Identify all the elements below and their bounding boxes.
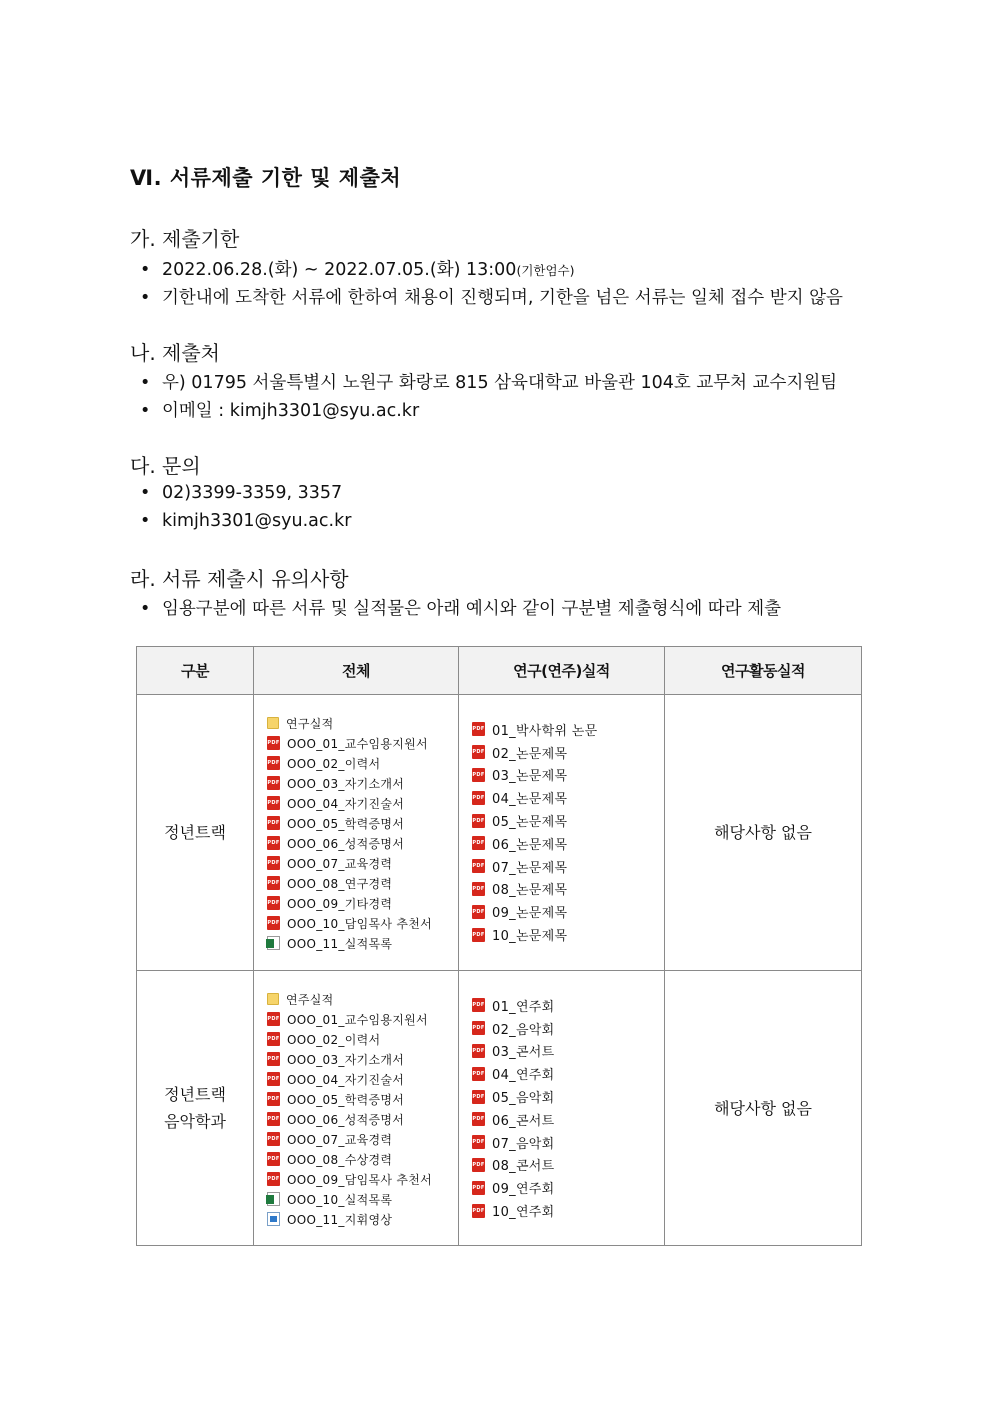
file-name: OOO_03_자기소개서 [287,1052,405,1067]
bullet-item [140,284,843,309]
notes-text: 임용구분에 따른 서류 및 실적물은 아래 예시와 같이 구분별 제출형식에 따라 제출 [162,599,782,619]
list-item [267,1069,458,1089]
pdf-icon [267,816,280,830]
file-name: 02_논문제목 [492,746,568,762]
deadline-policy: 기한내에 도착한 서류에 한하여 채용이 진행되며, 기한을 넘은 서류는 일체 접수 받지 않음 [162,288,843,308]
list-item [267,793,458,813]
list-item [267,1169,458,1189]
pdf-icon [472,814,485,828]
pdf-icon [472,1112,485,1126]
list-item [472,786,664,809]
file-name: OOO_05_학력증명서 [287,816,405,831]
file-name: 04_논문제목 [492,792,568,808]
table-row [137,971,862,1246]
row-label [137,695,254,971]
list-item [472,855,664,878]
list-item [267,813,458,833]
bullet-dot: • [140,373,151,393]
bullet-item [140,256,575,281]
list-item [472,1108,664,1131]
list-item [267,1049,458,1069]
pdf-icon [472,998,485,1012]
bullet-dot: • [140,260,151,280]
research-files-cell [459,971,665,1246]
inquiry-heading: 다. 문의 [130,454,201,478]
pdf-icon [267,1012,280,1026]
list-item [472,1085,664,1108]
list-item [267,733,458,753]
list-item [267,1029,458,1049]
list-item [267,989,458,1009]
video-icon [267,1212,280,1226]
pdf-icon [267,916,280,930]
file-name: OOO_04_자기진술서 [287,796,405,811]
file-name: 연구실적 [286,716,334,731]
excel-icon [267,936,280,950]
pdf-icon [472,928,485,942]
pdf-icon [267,776,280,790]
bullet-item [140,483,342,503]
pdf-icon [267,1072,280,1086]
folder-icon [267,717,279,729]
pdf-icon [472,1158,485,1172]
pdf-icon [472,882,485,896]
file-name: OOO_07_교육경력 [287,1132,393,1147]
pdf-icon [267,1172,280,1186]
list-item [267,913,458,933]
list-item [267,853,458,873]
pdf-icon [472,905,485,919]
pdf-icon [267,876,280,890]
list-item [267,1189,458,1209]
folder-icon [267,993,279,1005]
list-item [267,873,458,893]
pdf-icon [472,768,485,782]
list-item [267,773,458,793]
file-name: 08_콘서트 [492,1159,555,1175]
table-header-row [137,647,862,695]
file-name: OOO_06_성적증명서 [287,1112,405,1127]
file-name: 03_콘서트 [492,1045,555,1061]
notes-heading: 라. 서류 제출시 유의사항 [130,567,349,591]
submission-email: 이메일 : kimjh3301@syu.ac.kr [162,401,420,421]
pdf-icon [267,756,280,770]
bullet-item [140,595,781,620]
list-item [472,1154,664,1177]
list-item [472,923,664,946]
file-name: OOO_11_실적목록 [287,936,393,951]
list-item [267,713,458,733]
pdf-icon [472,836,485,850]
file-name: 08_논문제목 [492,883,568,899]
pdf-icon [267,836,280,850]
list-item [472,832,664,855]
row-label [137,971,254,1246]
list-item [472,1062,664,1085]
pdf-icon [472,745,485,759]
deadline-dates: 2022.06.28.(화) ~ 2022.07.05.(화) 13:00 [162,260,517,280]
file-name: OOO_05_학력증명서 [287,1092,405,1107]
file-name: 03_논문제목 [492,769,568,785]
bullet-dot: • [140,288,151,308]
pdf-icon [472,1067,485,1081]
file-name: OOO_01_교수임용지원서 [287,1012,428,1027]
inquiry-email: kimjh3301@syu.ac.kr [162,511,352,531]
bullet-dot: • [140,511,151,531]
list-item [472,764,664,787]
list-item [267,1109,458,1129]
file-list [254,695,458,953]
list-item [472,994,664,1017]
list-item [267,1129,458,1149]
list-item [267,753,458,773]
list-item [267,933,458,953]
list-item [472,741,664,764]
file-name: OOO_09_기타경력 [287,896,393,911]
list-item [472,718,664,741]
file-name: OOO_01_교수임용지원서 [287,736,428,751]
header-all: 전체 [254,647,459,695]
list-item [472,1131,664,1154]
inquiry-phone: 02)3399-3359, 3357 [162,483,343,503]
file-name: OOO_02_이력서 [287,756,381,771]
file-name: 10_연주회 [492,1205,555,1221]
pdf-icon [267,796,280,810]
pdf-icon [472,1044,485,1058]
pdf-icon [472,1181,485,1195]
list-item [472,1017,664,1040]
row-label-line: 정년트랙 [164,1085,226,1104]
pdf-icon [267,736,280,750]
header-research: 연구(연주)실적 [459,647,665,695]
submission-address: 우) 01795 서울특별시 노원구 화랑로 815 삼육대학교 바울관 104호 교무처 교수지원팀 [162,373,838,393]
file-name: OOO_08_수상경력 [287,1152,393,1167]
file-name: OOO_10_실적목록 [287,1192,393,1207]
pdf-icon [472,791,485,805]
deadline-note: (기한엄수) [516,263,575,278]
activity-cell: 해당사항 없음 [665,971,862,1246]
file-name: OOO_09_담임목사 추천서 [287,1172,433,1187]
pdf-icon [472,1090,485,1104]
file-name: 04_연주회 [492,1068,555,1084]
submission-heading: 나. 제출처 [130,341,220,365]
file-name: OOO_07_교육경력 [287,856,393,871]
header-category: 구분 [137,647,254,695]
file-name: OOO_10_담임목사 추천서 [287,916,433,931]
pdf-icon [267,856,280,870]
list-item [267,1089,458,1109]
pdf-icon [472,1135,485,1149]
bullet-dot: • [140,401,151,421]
pdf-icon [472,722,485,736]
pdf-icon [267,1132,280,1146]
list-item [472,809,664,832]
file-list [254,971,458,1229]
file-name: 연주실적 [286,992,334,1007]
file-name: 06_논문제목 [492,837,568,853]
activity-cell: 해당사항 없음 [665,695,862,971]
list-item [267,833,458,853]
pdf-icon [267,1112,280,1126]
all-files-cell [254,695,459,971]
pdf-icon [267,896,280,910]
row-label-line: 정년트랙 [164,823,226,842]
list-item [472,878,664,901]
list-item [472,1176,664,1199]
file-name: 10_논문제목 [492,929,568,945]
file-name: 09_연주회 [492,1182,555,1198]
all-files-cell [254,971,459,1246]
deadline-heading: 가. 제출기한 [130,227,240,251]
list-item [472,1199,664,1222]
file-name: OOO_11_지휘영상 [287,1212,393,1227]
excel-icon [267,1192,280,1206]
file-name: 07_논문제목 [492,860,568,876]
pdf-icon [267,1152,280,1166]
file-list [459,695,664,946]
file-name: 01_박사학위 논문 [492,723,598,739]
list-item [267,1149,458,1169]
pdf-icon [472,1204,485,1218]
bullet-dot: • [140,483,151,503]
file-name: 01_연주회 [492,999,555,1015]
file-name: OOO_08_연구경력 [287,876,393,891]
pdf-icon [267,1032,280,1046]
file-name: 06_콘서트 [492,1113,555,1129]
pdf-icon [472,859,485,873]
pdf-icon [472,1021,485,1035]
list-item [472,1040,664,1063]
bullet-item [140,397,419,422]
file-name: OOO_03_자기소개서 [287,776,405,791]
pdf-icon [267,1052,280,1066]
bullet-dot: • [140,599,151,619]
file-name: 05_음악회 [492,1091,555,1107]
table-row [137,695,862,971]
bullet-item [140,369,837,394]
section-title: Ⅵ. 서류제출 기한 및 제출처 [130,166,402,190]
list-item [267,1009,458,1029]
file-list [459,971,664,1222]
research-files-cell [459,695,665,971]
file-name: OOO_02_이력서 [287,1032,381,1047]
submission-format-table [136,646,862,1246]
list-item [472,900,664,923]
file-name: 05_논문제목 [492,815,568,831]
list-item [267,1209,458,1229]
file-name: 07_음악회 [492,1136,555,1152]
header-activity: 연구활동실적 [665,647,862,695]
file-name: 02_음악회 [492,1022,555,1038]
file-name: OOO_06_성적증명서 [287,836,405,851]
list-item [267,893,458,913]
bullet-item [140,511,351,531]
file-name: 09_논문제목 [492,906,568,922]
file-name: OOO_04_자기진술서 [287,1072,405,1087]
row-label-line: 음악학과 [164,1112,226,1131]
pdf-icon [267,1092,280,1106]
